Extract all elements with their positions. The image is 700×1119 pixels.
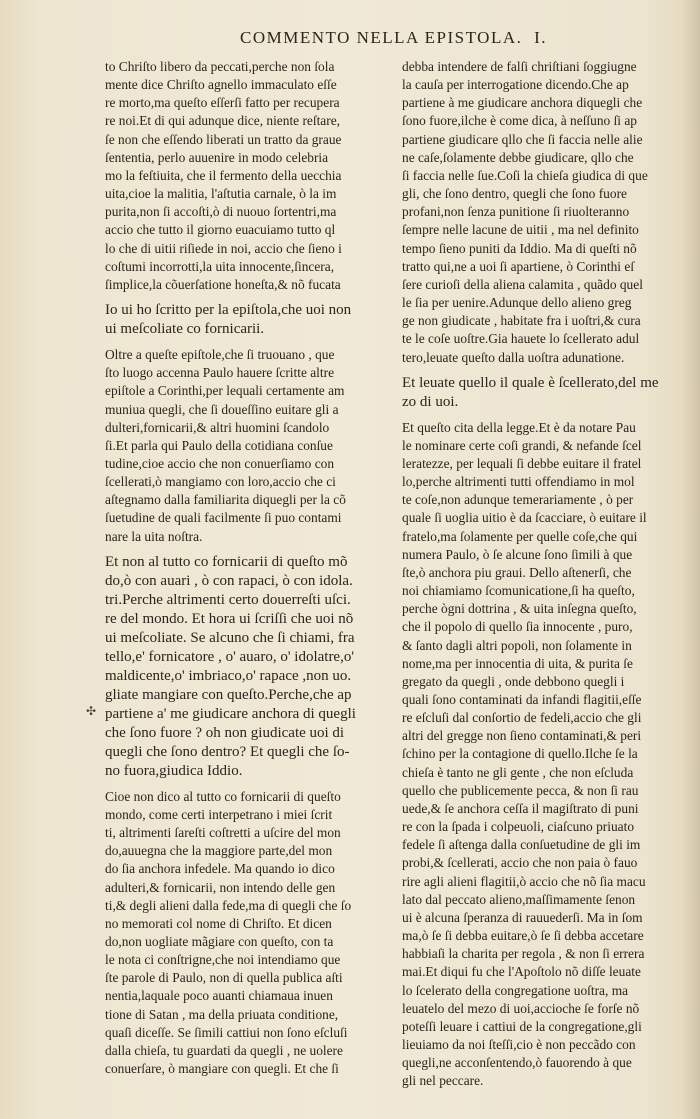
right-column — [402, 58, 679, 1090]
text-line: lieuiamo da noi ſteſſi,cio è non peccãdo con — [402, 1036, 636, 1052]
text-line: to Chriſto libero da peccati,perche non ſola — [105, 59, 335, 74]
text-line: ſchino per la contagione di quello.Ilche ſe la — [402, 746, 638, 762]
text-line: do,ò con auari , ò con rapaci, ò con idola. — [105, 572, 353, 589]
text-line: gliate mangiare con queſto.Perche,che ap — [105, 686, 352, 703]
text-line: tione di Satan , ma della priuata conditione, — [105, 1006, 339, 1022]
text-line: quello che publicemente pecca, & non ſi rau — [402, 782, 639, 798]
text-line: ui meſcoliate. Se alcuno che ſi chiami, fra — [105, 629, 355, 646]
commentary-paragraph — [105, 58, 390, 294]
text-line: lo,perche altrimenti tutti offendiamo in mol — [402, 474, 635, 490]
text-line: ſte,ò anchora piu graui. Dello aſtenerſi, che — [402, 564, 632, 580]
text-line: leuatelo del mezo di uoi,accioche ſe forſe nõ — [402, 1000, 640, 1016]
text-line: te le coſe uoſtre.Gia hauete lo ſcellerato adul — [402, 331, 640, 347]
text-line: ſempre nelle lacune de uitii , ma nel definito — [402, 222, 639, 238]
text-line: lato dal peccato alieno,maſſimamente ſenon — [402, 891, 636, 907]
text-line: debba intendere de falſi chriſtiani ſoggiugne — [402, 59, 637, 74]
text-line: habbiaſi la charita per regola , & non ſi errera — [402, 946, 645, 962]
text-line: muniua quegli, che ſi doueſſino euitare gli a — [105, 401, 339, 417]
text-line: gregato da quegli , onde debbono quegli i — [402, 673, 625, 689]
text-line: nentia,laquale poco auanti chiamaua inuen — [105, 988, 333, 1004]
text-line: Et non al tutto co fornicarii di queſto mõ — [105, 553, 348, 570]
text-line: lo che di uitii riſiede in noi, accio che ſieno i — [105, 240, 342, 256]
text-line: ſimplice,la cõuerſatione honeſta,& nõ fucata — [105, 276, 341, 292]
text-line: re con la ſpada i colpeuoli, ciaſcuno priuato — [402, 819, 635, 835]
text-line: epiſtole a Corinthi,per lequali certamente am — [105, 383, 345, 399]
text-line: dulteri,fornicarii,& altri huomini ſcandolo — [105, 419, 330, 435]
text-line: quale ſi uoglia uitio è da ſcacciare, ò euitare il — [402, 510, 647, 526]
text-line: ſte parole di Paulo, non di quella publica aſti — [105, 970, 343, 986]
text-line: no fuora,giudica Iddio. — [105, 762, 243, 779]
text-line: nare la uita noſtra. — [105, 528, 203, 544]
text-line: no memorati col nome di Chriſto. Et dicen — [105, 915, 332, 931]
text-line: perche ògni dottrina , & uita inſegna queſto, — [402, 601, 637, 617]
text-line: uede,& ſe anchora ceſſa il magiſtrato di puni — [402, 800, 639, 816]
text-line: le nota ci conſtrigne,che noi intendiamo que — [105, 952, 341, 968]
text-line: quali ſono contaminati da infandi flagitii,eſſe — [402, 692, 642, 707]
text-line: nome,ma per innocentia di uita, & purita ſe — [402, 655, 633, 671]
text-line: re del mondo. Et hora ui ſcriſſi che uoi nõ — [105, 610, 354, 627]
text-line: mente dice Chriſto agnello immaculato eſſe — [105, 77, 337, 93]
text-line: le ſia per uenire.Adunque dello alieno greg — [402, 295, 632, 311]
text-line: ma,ò ſe ſi debba euitare,ò ſe ſi debba accetare — [402, 928, 644, 944]
text-line: tratto qui,ne a uoi ſi apartiene, ò Corinthi eſ — [402, 258, 635, 274]
text-line: mai.Et diqui fu che l'Apoſtolo nõ diſſe leuate — [402, 964, 641, 980]
text-line: altri del gregge non ſieno contaminati,& peri — [402, 728, 642, 744]
commentary-paragraph — [105, 788, 390, 1079]
text-line: te coſe,non adunque temerariamente , ò per — [402, 492, 634, 508]
text-line: che il popolo di quello ſia innocente , puro, — [402, 619, 633, 635]
text-line: poteſſi leuare i cattiui de la congregatione,gli — [402, 1018, 642, 1034]
text-line: re eſcluſi dal conſortio de fedeli,accio che gli — [402, 710, 642, 726]
running-title: COMMENTO NELLA EPISTOLA. — [240, 28, 523, 47]
text-line: aſtegnamo dalla familiarita diquegli per la cõ — [105, 492, 346, 508]
lemma-paragraph — [402, 374, 679, 412]
text-line: gli nel peccare. — [402, 1073, 484, 1089]
text-line: che ſono fuore ? oh non giudicate uoi di — [105, 724, 345, 741]
text-line: probi,& ſcellerati, accio che non paia ò fauo — [402, 855, 638, 871]
text-line: purita,non ſi accoſti,ò di nuouo ſortentri,ma — [105, 204, 337, 220]
text-line: Et queſto cita della legge.Et è da notare Pau — [402, 419, 636, 435]
text-line: ſto luogo accenna Paulo hauere ſcritte altre — [105, 365, 335, 381]
text-line: ſcellerati,ò mangiamo con loro,accio che ci — [105, 474, 336, 490]
text-line: tri.Perche altrimenti certo douerreſti uſci. — [105, 591, 351, 608]
commentary-paragraph — [402, 419, 679, 1091]
text-line: ſi.Et parla qui Paulo della cotidiana conſue — [105, 437, 333, 453]
text-line: Et leuate quello il quale è ſcellerato,del me — [402, 374, 659, 391]
text-line: tello,e' fornicatore , o' auaro, o' idolatre,o' — [105, 648, 355, 665]
text-line: quegli che ſono dentro? Et quegli che ſo- — [105, 743, 350, 760]
text-line: partiene giudicare qllo che ſi faccia nelle alie — [402, 131, 643, 147]
text-line: do,auuegna che la maggiore parte,del mon — [105, 843, 333, 859]
text-line: coſtumi incorrotti,la uita innocente,ſincera, — [105, 258, 335, 274]
lemma-paragraph — [105, 553, 390, 781]
text-line: do ſia anchora infedele. Ma quando io dico — [105, 861, 335, 877]
text-line: ti,& degli alieni dalla fede,ma di quegli che ſo — [105, 897, 352, 913]
text-line: le nominare certe coſi grandi, & nefande ſcel — [402, 437, 642, 453]
text-line: ſe non che eſſendo liberati un tratto da graue — [105, 131, 342, 147]
text-line: re morto,ma queſto eſſerſi fatto per recupera — [105, 95, 340, 111]
text-line: accio che tutto il giorno euacuiamo tutto ql — [105, 222, 336, 238]
text-line: Cioe non dico al tutto co fornicarii di queſto — [105, 788, 341, 804]
text-line: chieſa è tanto ne gli gente , che non eſcluda — [402, 764, 634, 780]
text-line: uita,cioe la malitia, l'aſtutia carnale, ò la im — [105, 186, 337, 202]
text-line: fratelo,ma ſolamente per quelle coſe,che qui — [402, 528, 638, 544]
lemma-paragraph — [105, 301, 390, 339]
text-line: Oltre a queſte epiſtole,che ſi truouano , que — [105, 347, 335, 363]
page-edge-shadow — [682, 0, 700, 1119]
text-line: tudine,cioe accio che non conuerſiamo con — [105, 455, 335, 471]
text-line: dalla chieſa, tu guardati da quegli , ne uolere — [105, 1042, 343, 1058]
text-line: adulteri,& fornicarii, non intendo delle gen — [105, 879, 336, 895]
text-line: ſono fuore,ilche è come dica, à neſſuno ſi ap — [402, 113, 637, 129]
text-line: lo ſcelerato della congregatione uoſtra, ma — [402, 982, 629, 998]
text-line: tero,leuate queſto dalla uoſtra adunatione. — [402, 349, 625, 365]
text-line: fedele ſi aſtenga dalla conſuetudine de gli im — [402, 837, 641, 853]
text-line: re noi.Et di qui adunque dice, niente reſtare, — [105, 113, 340, 129]
text-line: ſi faccia nelle ſue.Coſi la chieſa giudica di que — [402, 167, 648, 183]
text-line: noi chiamiamo ſcomunicatione,ſi ha queſto, — [402, 583, 635, 599]
text-line: maldicente,o' imbriaco,o' rapace ,non uo. — [105, 667, 352, 684]
text-line: numera Paulo, ò ſe alcune ſono ſimili à que — [402, 546, 633, 562]
text-line: ſere curioſi della aliena calamita , quãdo quel — [402, 276, 643, 292]
text-line: zo di uoi. — [402, 393, 459, 410]
text-line: Io ui ho ſcritto per la epiſtola,che uoi non — [105, 302, 352, 319]
text-line: ne caſe,ſolamente debbe giudicare, qllo che — [402, 149, 634, 165]
text-line: quaſi diceſſe. Se ſimili cattiui non ſono eſcluſi — [105, 1024, 348, 1040]
folio-number: I. — [534, 28, 548, 47]
text-line: ſuetudine de quali facilmente ſi puo contami — [105, 510, 342, 526]
text-line: & ſanto dagli altri popoli, non ſolamente in — [402, 637, 632, 653]
commentary-paragraph — [402, 58, 679, 367]
text-line: ui è alcuna ſperanza di rauuederſi. Ma in ſom — [402, 909, 643, 925]
text-line: leratezze, per lequali ſi debbe euitare il fratel — [402, 455, 642, 471]
text-line: ti, altrimenti ſareſti coſtretti a uſcire del mon — [105, 825, 341, 841]
text-line: partiene à me giudicare anchora diquegli che — [402, 95, 643, 111]
text-line: do,non uogliate mãgiare con queſto, con ta — [105, 934, 334, 949]
text-line: quegli,ne acconſentendo,ò fauorendo à que — [402, 1055, 632, 1071]
left-column — [105, 58, 390, 1078]
text-line: rire agli alieni flagitii,ò accio che nõ ſia macu — [402, 873, 646, 889]
text-line: la cauſa per interrogatione dicendo.Che ap — [402, 77, 629, 93]
commentary-paragraph — [105, 346, 390, 546]
margin-mark: ✣ — [86, 704, 97, 718]
text-line: partiene a' me giudicare anchora di quegli — [105, 705, 356, 722]
text-line: conuerſare, ò mangiare con quegli. Et che ſi — [105, 1061, 339, 1077]
running-header — [240, 28, 680, 48]
text-line: ui meſcoliate co fornicarii. — [105, 321, 265, 338]
text-line: mondo, come certi interpetrano i miei ſcrit — [105, 806, 333, 822]
text-line: profani,non ſenza punitione ſi riuolteranno — [402, 204, 630, 220]
text-line: tempo ſieno puniti da Iddio. Ma di queſti nõ — [402, 240, 637, 256]
text-line: mo la feſtiuita, che il fermento della uecchia — [105, 167, 342, 183]
text-line: gli, che ſono dentro, quegli che ſono fuore — [402, 186, 627, 202]
text-line: ge non giudicate , habitate fra i uoſtri,& cura — [402, 313, 641, 329]
text-line: ſententia, perlo auuenire in modo celebria — [105, 149, 329, 165]
